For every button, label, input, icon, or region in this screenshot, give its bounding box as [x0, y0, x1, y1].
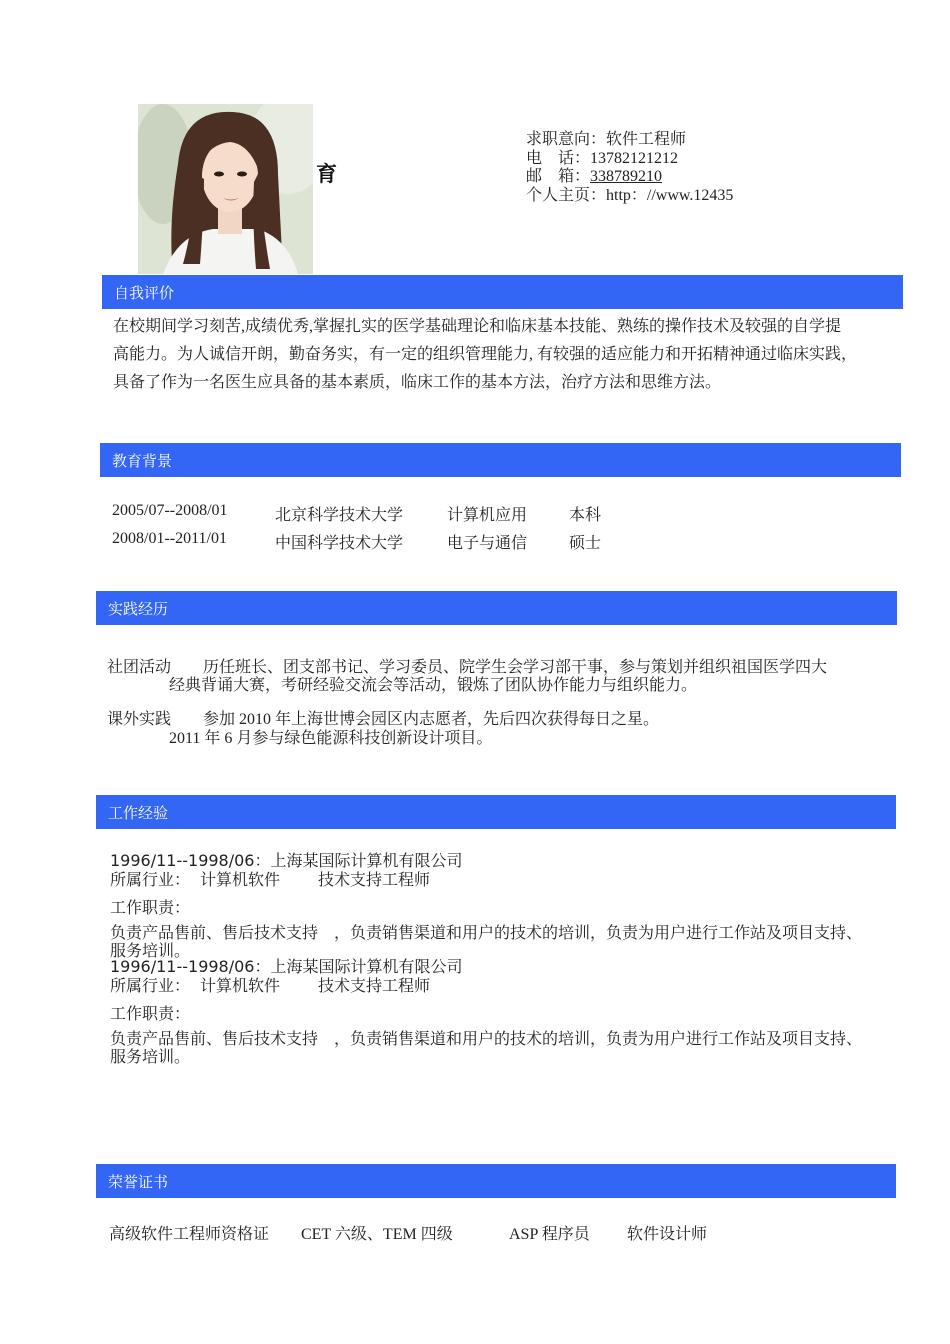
- edu-degree: 硕士: [569, 535, 602, 552]
- practice-line: 2011 年 6 月参与绿色能源科技创新设计项目。: [169, 730, 493, 747]
- practice-line: 历任班长、团支部书记、学习委员、院学生会学习部干事，参与策划并组织祖国医学四大: [203, 659, 828, 676]
- contact-block: [526, 131, 733, 205]
- work-company: 上海某国际计算机有限公司: [270, 959, 463, 976]
- self-eval-line: 高能力。为人诚信开朗，勤奋务实，有一定的组织管理能力, 有较强的适应能力和开拓精神通过临床实践，: [113, 346, 858, 363]
- email-link[interactable]: 338789210: [590, 168, 663, 185]
- section-title-practice: 实践经历: [108, 599, 169, 618]
- practice-label: 课外实践: [107, 711, 172, 728]
- work-duty-label: 工作职责：: [110, 900, 191, 917]
- phone: 电 话：13782121212: [526, 149, 679, 167]
- work-industry-label: 所属行业：: [110, 871, 191, 889]
- work-entry: [110, 852, 910, 962]
- section-bar-honors: [96, 1164, 896, 1198]
- self-eval-line: 在校期间学习刻苦,成绩优秀,掌握扎实的医学基础理论和临床基本技能、熟练的操作技术及较强的自学提: [113, 318, 842, 335]
- edu-school: 中国科学技术大学: [275, 535, 404, 552]
- section-title-self-eval: 自我评价: [114, 283, 175, 302]
- work-industry-label: 所属行业：: [110, 977, 191, 995]
- work-company: 上海某国际计算机有限公司: [270, 853, 463, 870]
- work-duty-line: 负责产品售前、售后技术支持 ，负责销售渠道和用户的技术的培训，负责为用户进行工作站及项目支持、: [110, 924, 863, 942]
- section-bar-self-eval: [102, 275, 903, 309]
- edu-period: 2008/01--2011/01: [112, 530, 227, 547]
- practice-line: 参加 2010 年上海世博会园区内志愿者，先后四次获得每日之星。: [203, 711, 660, 728]
- edu-major: 计算机应用: [447, 507, 528, 524]
- work-industry: 计算机软件: [200, 977, 281, 995]
- section-bar-work: [96, 795, 896, 829]
- honor-item: CET 六级、TEM 四级: [301, 1226, 453, 1243]
- email-label: 邮 箱：: [526, 168, 591, 185]
- edu-degree: 本科: [569, 507, 602, 524]
- work-duty-line: 负责产品售前、售后技术支持 ，负责销售渠道和用户的技术的培训，负责为用户进行工作站及项目支持、: [110, 1030, 863, 1048]
- section-title-work: 工作经验: [108, 803, 169, 822]
- self-eval-line: 具备了作为一名医生应具备的基本素质，临床工作的基本方法，治疗方法和思维方法。: [113, 374, 722, 391]
- work-entry: [110, 958, 910, 1068]
- work-duty-line: 服务培训。: [110, 943, 191, 960]
- work-duty-line: 服务培训。: [110, 1049, 191, 1066]
- email-row: [526, 168, 733, 187]
- portrait-illustration: [138, 104, 313, 274]
- work-position: 技术支持工程师: [318, 871, 431, 889]
- profile-photo: [138, 104, 313, 274]
- practice-line: 经典背诵大赛，考研经验交流会等活动，锻炼了团队协作能力与组织能力。: [169, 677, 698, 694]
- honor-item: ASP 程序员: [509, 1226, 590, 1243]
- honor-item: 软件设计师: [627, 1226, 708, 1243]
- section-title-honors: 荣誉证书: [108, 1172, 169, 1191]
- section-bar-education: [100, 443, 901, 477]
- self-eval-text: [113, 313, 903, 397]
- work-period: 1996/11--1998/06：: [110, 957, 271, 976]
- practice-label: 社团活动: [107, 659, 172, 676]
- honor-item: 高级软件工程师资格证: [109, 1226, 270, 1243]
- homepage: 个人主页：http：//www.12435: [526, 186, 734, 204]
- name-partial-text: 育: [316, 162, 337, 186]
- work-period: 1996/11--1998/06：: [110, 851, 271, 870]
- edu-school: 北京科学技术大学: [275, 507, 404, 524]
- edu-major: 电子与通信: [447, 535, 528, 552]
- section-bar-practice: [96, 591, 897, 625]
- section-title-education: 教育背景: [112, 451, 173, 470]
- work-position: 技术支持工程师: [318, 977, 431, 995]
- work-duty-label: 工作职责：: [110, 1006, 191, 1023]
- work-industry: 计算机软件: [200, 871, 281, 889]
- edu-period: 2005/07--2008/01: [112, 502, 228, 519]
- job-objective: 求职意向：软件工程师: [526, 131, 687, 148]
